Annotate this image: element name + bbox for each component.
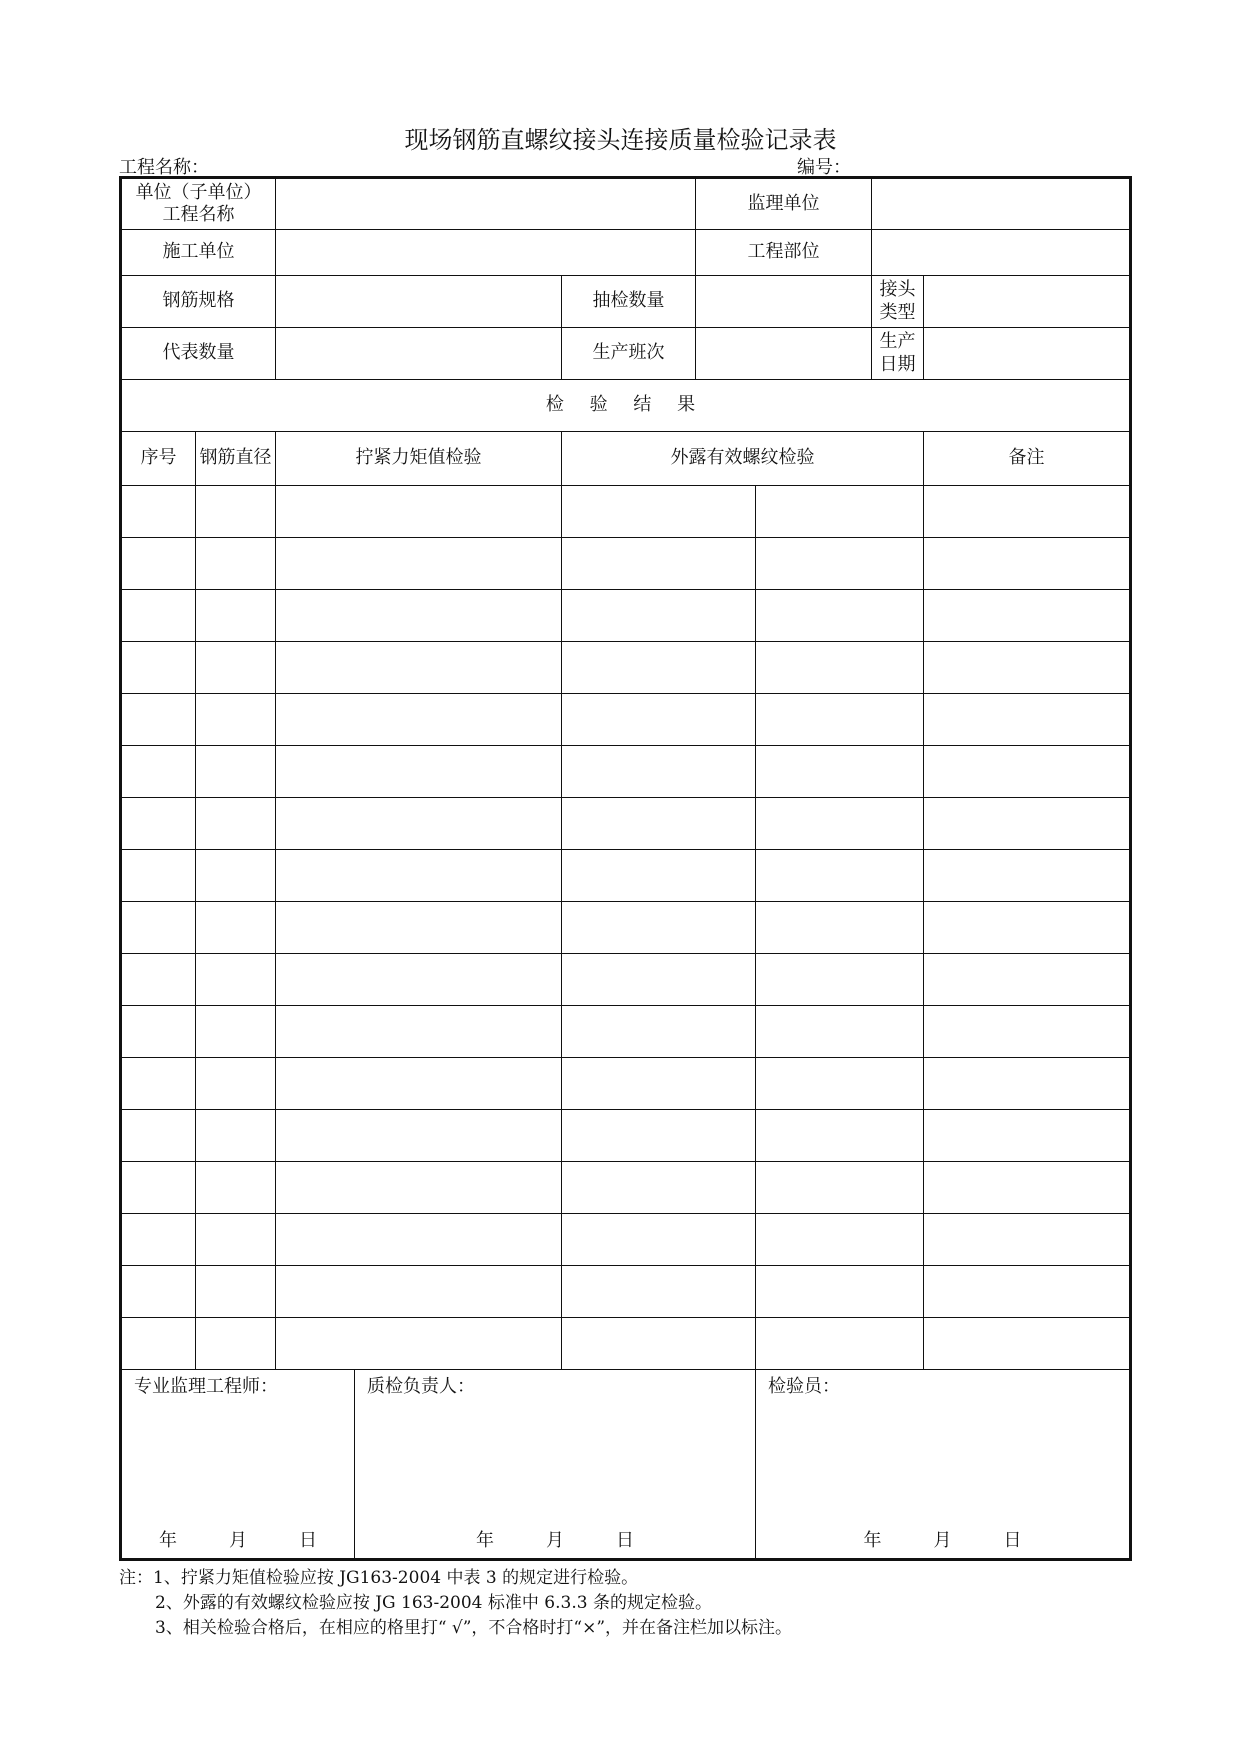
seq-cell[interactable]	[121, 590, 196, 642]
thread-cell-a[interactable]	[562, 954, 756, 1006]
table-row	[121, 642, 1131, 694]
seq-cell[interactable]	[121, 1266, 196, 1318]
diameter-cell[interactable]	[196, 486, 276, 538]
diameter-cell[interactable]	[196, 1266, 276, 1318]
production-date-label: 生产日期	[872, 328, 924, 380]
joint-type-label: 接头类型	[872, 276, 924, 328]
thread-cell-b[interactable]	[756, 642, 924, 694]
remark-cell[interactable]	[924, 798, 1131, 850]
joint-type-field[interactable]	[924, 276, 1131, 328]
thread-cell-a[interactable]	[562, 1214, 756, 1266]
thread-cell-b[interactable]	[756, 1162, 924, 1214]
results-section-title: 检 验 结 果	[121, 380, 1131, 432]
thread-cell-a[interactable]	[562, 1162, 756, 1214]
diameter-cell[interactable]	[196, 694, 276, 746]
remark-cell[interactable]	[924, 642, 1131, 694]
thread-cell-b[interactable]	[756, 850, 924, 902]
torque-cell[interactable]	[276, 1266, 562, 1318]
diameter-cell[interactable]	[196, 1006, 276, 1058]
thread-cell-b[interactable]	[756, 590, 924, 642]
thread-cell-b[interactable]	[756, 1266, 924, 1318]
remark-cell[interactable]	[924, 850, 1131, 902]
thread-cell-a[interactable]	[562, 1318, 756, 1370]
remark-cell[interactable]	[924, 1318, 1131, 1370]
inspector-signature-cell[interactable]	[756, 1370, 1131, 1560]
seq-cell[interactable]	[121, 694, 196, 746]
seq-cell[interactable]	[121, 538, 196, 590]
torque-cell[interactable]	[276, 850, 562, 902]
thread-cell-a[interactable]	[562, 746, 756, 798]
project-part-field[interactable]	[872, 230, 1131, 276]
sample-count-field[interactable]	[696, 276, 872, 328]
table-row	[121, 694, 1131, 746]
diameter-cell[interactable]	[196, 1214, 276, 1266]
torque-cell[interactable]	[276, 954, 562, 1006]
seq-cell[interactable]	[121, 1162, 196, 1214]
supervisor-signature-cell[interactable]	[121, 1370, 355, 1560]
thread-cell-a[interactable]	[562, 1058, 756, 1110]
torque-cell[interactable]	[276, 1214, 562, 1266]
remark-cell[interactable]	[924, 902, 1131, 954]
rebar-spec-field[interactable]	[276, 276, 562, 328]
thread-cell-a[interactable]	[562, 1266, 756, 1318]
seq-cell[interactable]	[121, 850, 196, 902]
torque-cell[interactable]	[276, 798, 562, 850]
remark-cell[interactable]	[924, 1006, 1131, 1058]
sample-count-label: 抽检数量	[562, 276, 696, 328]
col-remark-header: 备注	[924, 432, 1131, 486]
project-name-label: 工程名称：	[119, 157, 209, 178]
remark-cell[interactable]	[924, 1162, 1131, 1214]
col-thread-header: 外露有效螺纹检验	[562, 432, 924, 486]
notes	[119, 1566, 792, 1641]
production-shift-field[interactable]	[696, 328, 872, 380]
diameter-cell[interactable]	[196, 746, 276, 798]
supervisor-date: 年 月 日	[159, 1529, 317, 1551]
torque-cell[interactable]	[276, 1162, 562, 1214]
thread-cell-a[interactable]	[562, 642, 756, 694]
seq-cell[interactable]	[121, 1214, 196, 1266]
thread-cell-a[interactable]	[562, 902, 756, 954]
note-1: 注：1、拧紧力矩值检验应按 JG163-2004 中表 3 的规定进行检验。	[119, 1568, 639, 1588]
inspector-label: 检验员：	[768, 1376, 841, 1397]
thread-cell-a[interactable]	[562, 694, 756, 746]
supervisor-label: 专业监理工程师：	[134, 1376, 278, 1397]
diameter-cell[interactable]	[196, 1058, 276, 1110]
thread-cell-b[interactable]	[756, 1318, 924, 1370]
quality-lead-label: 质检负责人：	[367, 1376, 475, 1397]
represent-count-label: 代表数量	[121, 328, 276, 380]
col-diameter-header: 钢筋直径	[196, 432, 276, 486]
thread-cell-a[interactable]	[562, 1006, 756, 1058]
seq-cell[interactable]	[121, 1006, 196, 1058]
diameter-cell[interactable]	[196, 1318, 276, 1370]
supervision-unit-label: 监理单位	[696, 178, 872, 230]
remark-cell[interactable]	[924, 1214, 1131, 1266]
thread-cell-a[interactable]	[562, 1110, 756, 1162]
torque-cell[interactable]	[276, 486, 562, 538]
seq-cell[interactable]	[121, 1110, 196, 1162]
remark-cell[interactable]	[924, 1058, 1131, 1110]
remark-cell[interactable]	[924, 590, 1131, 642]
torque-cell[interactable]	[276, 746, 562, 798]
table-row	[121, 590, 1131, 642]
seq-cell[interactable]	[121, 486, 196, 538]
diameter-cell[interactable]	[196, 538, 276, 590]
thread-cell-a[interactable]	[562, 590, 756, 642]
thread-cell-b[interactable]	[756, 954, 924, 1006]
remark-cell[interactable]	[924, 954, 1131, 1006]
form-title: 现场钢筋直螺纹接头连接质量检验记录表	[404, 126, 837, 154]
seq-cell[interactable]	[121, 798, 196, 850]
remark-cell[interactable]	[924, 694, 1131, 746]
note-2: 2、外露的有效螺纹检验应按 JG 163-2004 标准中 6.3.3 条的规定检验。	[155, 1593, 712, 1613]
note-3: 3、相关检验合格后，在相应的格里打“ √”，不合格时打“×”，并在备注栏加以标注。	[155, 1618, 793, 1638]
table-row	[121, 538, 1131, 590]
remark-cell[interactable]	[924, 1266, 1131, 1318]
unit-project-name-field[interactable]	[276, 178, 696, 230]
remark-cell[interactable]	[924, 1110, 1131, 1162]
diameter-cell[interactable]	[196, 902, 276, 954]
thread-cell-b[interactable]	[756, 746, 924, 798]
thread-cell-b[interactable]	[756, 1214, 924, 1266]
table-row	[121, 850, 1131, 902]
table-row	[121, 1110, 1131, 1162]
seq-cell[interactable]	[121, 746, 196, 798]
torque-cell[interactable]	[276, 1318, 562, 1370]
col-torque-header: 拧紧力矩值检验	[276, 432, 562, 486]
thread-cell-a[interactable]	[562, 798, 756, 850]
thread-cell-b[interactable]	[756, 538, 924, 590]
thread-cell-b[interactable]	[756, 694, 924, 746]
number-label: 编号：	[797, 157, 851, 178]
thread-cell-b[interactable]	[756, 798, 924, 850]
represent-count-field[interactable]	[276, 328, 562, 380]
construction-unit-field[interactable]	[276, 230, 696, 276]
table-row	[121, 902, 1131, 954]
table-row	[121, 1266, 1131, 1318]
col-seq-header: 序号	[121, 432, 196, 486]
table-row	[121, 954, 1131, 1006]
table-row	[121, 1006, 1131, 1058]
seq-cell[interactable]	[121, 902, 196, 954]
table-row	[121, 1162, 1131, 1214]
table-row	[121, 798, 1131, 850]
quality-lead-signature-cell[interactable]	[355, 1370, 756, 1560]
seq-cell[interactable]	[121, 1058, 196, 1110]
torque-cell[interactable]	[276, 590, 562, 642]
inspector-date: 年 月 日	[863, 1529, 1022, 1551]
diameter-cell[interactable]	[196, 590, 276, 642]
diameter-cell[interactable]	[196, 798, 276, 850]
seq-cell[interactable]	[121, 1318, 196, 1370]
remark-cell[interactable]	[924, 486, 1131, 538]
table-row	[121, 1214, 1131, 1266]
diameter-cell[interactable]	[196, 850, 276, 902]
diameter-cell[interactable]	[196, 1162, 276, 1214]
project-part-label: 工程部位	[696, 230, 872, 276]
supervision-unit-field[interactable]	[872, 178, 1131, 230]
diameter-cell[interactable]	[196, 642, 276, 694]
remark-cell[interactable]	[924, 746, 1131, 798]
remark-cell[interactable]	[924, 538, 1131, 590]
table-row	[121, 1058, 1131, 1110]
diameter-cell[interactable]	[196, 1110, 276, 1162]
unit-project-name-label: 单位（子单位） 工程名称	[121, 178, 276, 230]
quality-lead-date: 年 月 日	[476, 1529, 634, 1551]
torque-cell[interactable]	[276, 902, 562, 954]
seq-cell[interactable]	[121, 954, 196, 1006]
torque-cell[interactable]	[276, 1110, 562, 1162]
thread-cell-a[interactable]	[562, 486, 756, 538]
thread-cell-b[interactable]	[756, 1110, 924, 1162]
table-row	[121, 1318, 1131, 1370]
thread-cell-b[interactable]	[756, 486, 924, 538]
thread-cell-a[interactable]	[562, 538, 756, 590]
construction-unit-label: 施工单位	[121, 230, 276, 276]
seq-cell[interactable]	[121, 642, 196, 694]
rebar-spec-label: 钢筋规格	[121, 276, 276, 328]
diameter-cell[interactable]	[196, 954, 276, 1006]
torque-cell[interactable]	[276, 1006, 562, 1058]
torque-cell[interactable]	[276, 1058, 562, 1110]
thread-cell-b[interactable]	[756, 1006, 924, 1058]
table-row	[121, 486, 1131, 538]
table-row	[121, 746, 1131, 798]
thread-cell-b[interactable]	[756, 902, 924, 954]
torque-cell[interactable]	[276, 642, 562, 694]
production-date-field[interactable]	[924, 328, 1131, 380]
torque-cell[interactable]	[276, 538, 562, 590]
production-shift-label: 生产班次	[562, 328, 696, 380]
torque-cell[interactable]	[276, 694, 562, 746]
thread-cell-b[interactable]	[756, 1058, 924, 1110]
thread-cell-a[interactable]	[562, 850, 756, 902]
inspection-form-table	[119, 176, 1132, 1561]
